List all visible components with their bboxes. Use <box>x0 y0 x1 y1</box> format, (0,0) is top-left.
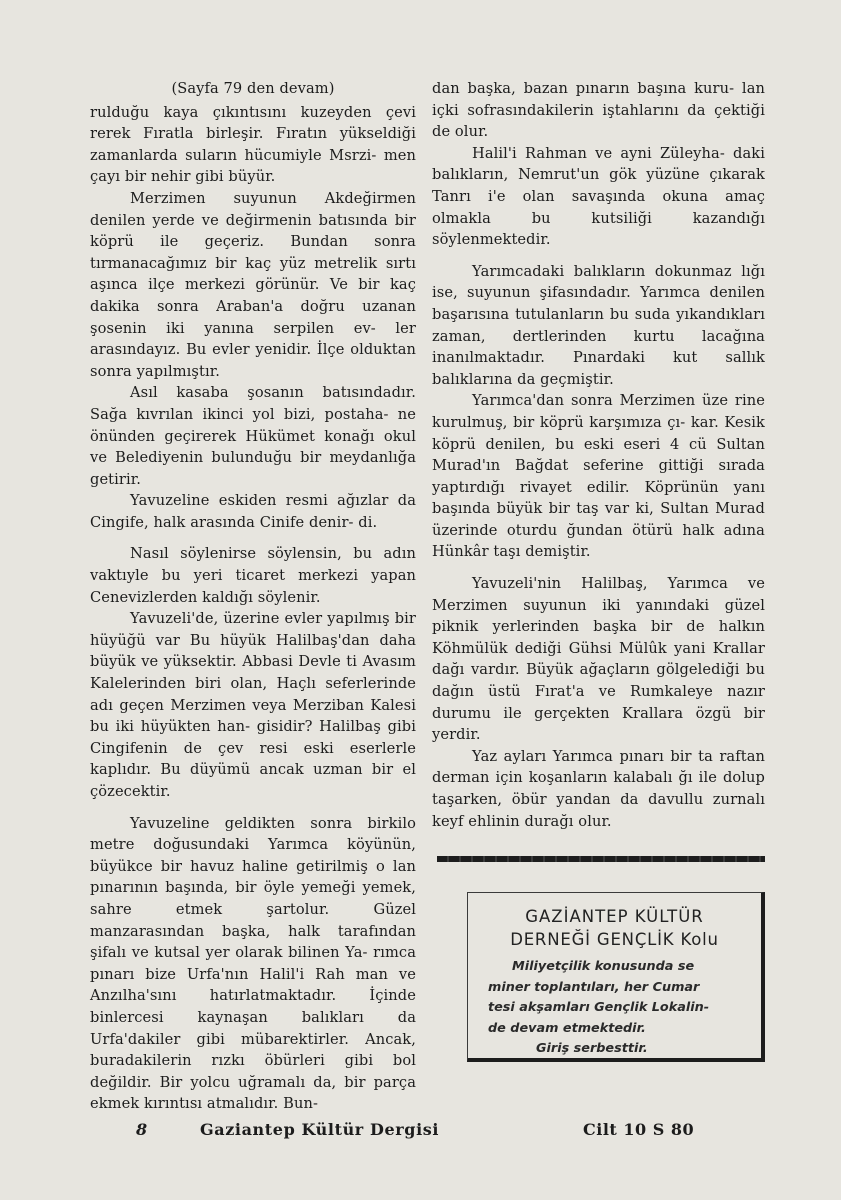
article-left-column <box>90 78 416 1115</box>
announcement-line: miner toplantıları, her Cumar <box>488 979 700 995</box>
article-right-column <box>432 78 765 832</box>
announcement-box <box>467 892 765 1062</box>
paragraph: Merzimen suyunun Akdeğirmen denilen yerde ve değirmenin batısında bir köprü ile geçeriz. Bundan sonra tırmanacağımız bir kaç yüz metrelik sırtı aşınca ilçe merkezi görünür. Ve bir kaç dakika sonra Araban'a doğru uzanan şosenin iki yanına serpilen ev- ler arasındayız. Bu evler yenidir. İlçe olduktan sonra yapılmıştır. <box>90 189 416 380</box>
paragraph: Yaz ayları Yarımca pınarı bir ta raftan derman için koşanların kalabalı ğı ile dolup taşarken, öbür yandan da davullu zurnalı keyf ehlinin durağı olur. <box>432 747 765 830</box>
announcement-line: Giriş serbesttir. <box>536 1041 648 1056</box>
column-divider-rule <box>437 856 765 862</box>
paragraph: Yarımca'dan sonra Merzimen üze rine kurulmuş, bir köprü karşımıza çı- kar. Kesik köprü denilen, bu eski eseri 4 cü Sultan Murad'ın Bağdat seferine gittiği sırada yaptırdığı rivayet edilir. Köprünün yanı başında büyük bir taş var ki, Sultan Murad üzerinde oturdu ğundan ötürü halk adına Hünkâr taşı demiştir. <box>432 392 765 561</box>
paragraph: Yavuzeli'de, üzerine evler yapılmış bir hüyüğü var Bu hüyük Halilbaş'dan daha büyük ve yüksektir. Abbasi Devle ti Avasım Kalelerinden biri olan, Haçlı seferlerinde adı geçen Merzimen veya Merziban Kalesi bu iki hüyükten han- gisidir? Halilbaş gibi Cingifenin de çev resi eski eserlerle kaplıdır. Bu düyümü ancak uzman bir el çözecektir. <box>90 610 416 800</box>
continued-note: (Sayfa 79 den devam) <box>171 80 335 97</box>
page-number: 8 <box>136 1120 148 1139</box>
paragraph: Yavuzeli'nin Halilbaş, Yarımca ve Merzimen suyunun iki yanındaki güzel piknik yerlerinden başka bir de halkın Köhmülük dediği Gühsi Mülûk yani Krallar dağı vardır. Büyük ağaçların gölgelediği bu dağın üstü Fırat'a ve Rumkaleye nazır durumu ile gerçekten Krallara özgü bir yerdir. <box>432 575 765 744</box>
paragraph: Halil'i Rahman ve ayni Züleyha- daki balıkların, Nemrut'un gök yüzüne çıkarak Tanrı i'e olan savaşında okuna amaç olmakla bu kutsiliği kazandığı söylenmektedir. <box>432 144 765 249</box>
paragraph: Asıl kasaba şosanın batısındadır. Sağa kıvrılan ikinci yol bizi, postaha- ne önünden geçirerek Hükümet konağı okul ve Belediyenin bulunduğu bir meydanlığa getirir. <box>90 384 416 488</box>
announcement-body <box>488 957 747 1060</box>
announcement-title: GAZİANTEP KÜLTÜR <box>525 907 704 926</box>
announcement-line: Miliyetçilik konusunda se <box>512 959 695 974</box>
magazine-title: Gaziantep Kültür Dergisi <box>200 1120 440 1139</box>
paragraph: Yavuzeline eskiden resmi ağızlar da Cingife, halk arasında Cinife denir- di. <box>90 492 416 531</box>
paragraph: Nasıl söylenirse söylensin, bu adın vaktıyle bu yeri ticaret merkezi yapan Cenevizlerden kaldığı söylenir. <box>90 545 416 606</box>
announcement-subtitle: DERNEĞİ GENÇLİK Kolu <box>510 930 719 949</box>
paragraph: rulduğu kaya çıkıntısını kuzeyden çevi rerek Fıratla birleşir. Fıratın yükseldiği zamanlarda suların hücumiyle Msrzi- men çayı bir nehir gibi büyür. <box>90 103 416 186</box>
volume-issue: Cilt 10 S 80 <box>583 1120 695 1139</box>
announcement-line: tesi akşamları Gençlik Lokalin- <box>488 1000 710 1015</box>
paragraph: Yavuzeline geldikten sonra birkilo metre doğusundaki Yarımca köyünün, büyükce bir havuz haline getirilmiş o lan pınarının başında, bir öyle yemeği yemek, sahre etmek şartolur. Güzel manzarasından başka, halk tarafından şifalı ve kutsal yer olarak bilinen Ya- rımca pınarı bize Urfa'nın Halil'i Rah man ve Anzılha'sını hatırlatmaktadır. İçinde binlercesi kaynaşan balıkları da Urfa'dakiler gibi mübarektirler. Ancak, buradakilerin rızkı öbürleri gibi bol değildir. Bir yolcu uğramalı da, bir parça ekmek kırıntısı atmalıdır. Bun- <box>90 814 416 1113</box>
paragraph: Yarımcadaki balıkların dokunmaz lığı ise, suyunun şifasındadır. Yarımca denilen başarısına tutulanların bu suda yıkandıkları zaman, dertlerinden kurtu lacağına inanılmaktadır. Pınardaki kut sallık balıklarına da geçmiştir. <box>432 262 765 388</box>
announcement-line: de devam etmektedir. <box>488 1020 646 1036</box>
paragraph: dan başka, bazan pınarın başına kuru- lan içki sofrasındakilerin iştahlarını da çektiği de olur. <box>432 80 765 141</box>
